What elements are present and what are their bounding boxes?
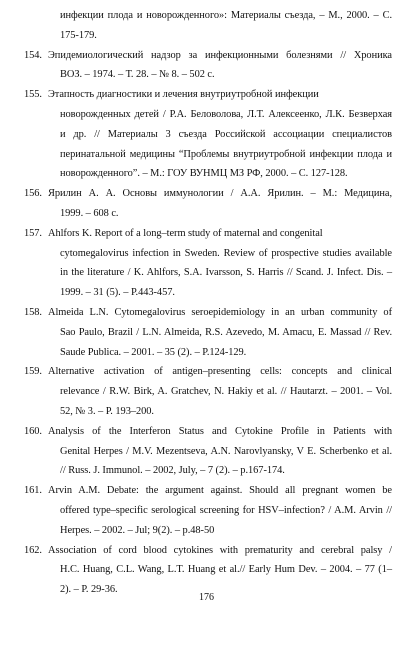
reference-line: инфекции плода и новорожденного»: Материалы съезда, – М., 2000. – С.: [60, 10, 392, 21]
reference-line: 2). – P. 29-36.: [60, 584, 118, 596]
reference-line: Almeida L.N. Cytomegalovirus seroepidemiology in an urban community of: [48, 307, 392, 318]
reference-number: 162.: [24, 544, 42, 556]
reference-line: // Russ. J. Immunol. – 2002, July, – 7 (2). – p.167-174.: [60, 465, 285, 477]
reference-number: 154.: [24, 49, 42, 61]
reference-number: 157.: [24, 227, 42, 239]
reference-line: Ярилин А. А. Основы иммунологии / А.А. Ярилин. – М.: Медицина,: [48, 188, 392, 200]
reference-line: 1999. – 31 (5). – P.443-457.: [60, 287, 175, 299]
reference-line: Этапность диагностики и лечения внутриутробной инфекции: [48, 89, 319, 101]
reference-line: Genital Herpes / M.V. Mezentseva, A.N. Narovlyansky, V E. Scherbenko et al.: [60, 445, 392, 457]
reference-line: ВОЗ. – 1974. – Т. 28. – № 8. – 502 с.: [60, 69, 215, 81]
reference-line: 1999. – 608 с.: [60, 208, 119, 219]
reference-line: in the literature / K. Ahlfors, S.A. Ivarsson, S. Harris // Scand. J. Infect. Dis. –: [60, 267, 392, 279]
reference-line: Alternative activation of antigen–presenting cells: concepts and clinical: [48, 366, 392, 378]
reference-line: Analysis of the Interferon Status and Cytokine Profile in Patients with: [48, 425, 392, 437]
reference-line: Arvin A.M. Debate: the argument against. Should all pregnant women be: [48, 485, 392, 497]
reference-number: 156.: [24, 188, 42, 200]
reference-line: offered type–specific serological screening for HSV–infection? / A.M. Arvin //: [60, 505, 392, 516]
page-number: 176: [199, 592, 214, 603]
reference-line: 175-179.: [60, 29, 97, 41]
reference-line: relevance / R.W. Birk, A. Gratchev, N. Hakiy et al. // Hautarzt. – 2001. – Vol.: [60, 386, 392, 398]
reference-number: 155.: [24, 89, 42, 101]
reference-line: новорожденного”. – М.: ГОУ ВУНМЦ МЗ РФ, 2000. – С. 127-128.: [60, 168, 348, 180]
reference-number: 158.: [24, 307, 42, 318]
reference-number: 160.: [24, 425, 42, 437]
reference-line: и др. // Материалы 3 съезда Российской ассоциации специалистов: [60, 128, 392, 140]
reference-line: новорожденных детей / Р.А. Беловолова, Л.Т. Алексеенко, Л.К. Безверхая: [60, 109, 392, 120]
reference-line: Association of cord blood cytokines with prematurity and cerebral palsy /: [48, 544, 392, 556]
reference-line: Herpes. – 2002. – Jul; 9(2). – p.48-50: [60, 524, 215, 536]
reference-line: H.C. Huang, C.L. Wang, L.T. Huang et al.// Early Hum Dev. – 2004. – 77 (1–: [60, 564, 392, 576]
reference-number: 161.: [24, 485, 42, 497]
reference-line: cytomegalovirus infection in Sweden. Review of prospective studies available: [60, 247, 392, 259]
reference-line: перинатальной медицины “Проблемы внутриутробной инфекции плода и: [60, 148, 392, 160]
reference-line: Эпидемиологический надзор за инфекционными болезнями // Хроника: [48, 49, 392, 61]
reference-line: 52, № 3. – P. 193–200.: [60, 406, 154, 417]
reference-line: Ahlfors K. Report of a long–term study of maternal and congenital: [48, 227, 323, 239]
reference-line: Sao Paulo, Brazil / L.N. Almeida, R.S. Azevedo, M. Amacu, E. Massad // Rev.: [60, 326, 392, 338]
reference-line: Saude Publica. – 2001. – 35 (2). – P.124-129.: [60, 346, 247, 358]
reference-number: 159.: [24, 366, 42, 378]
